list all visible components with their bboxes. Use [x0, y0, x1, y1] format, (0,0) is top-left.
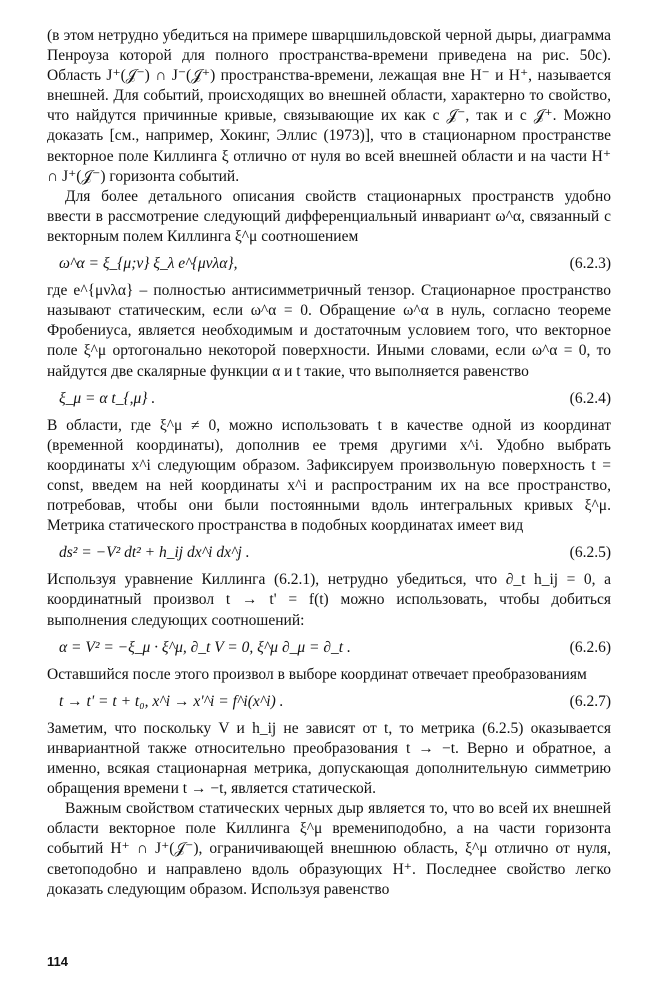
- paragraph-2: Для более детального описания свойств стационарных пространств удобно ввести в рассмотрение следующий дифференциальный инвариант ω^α, связанный с векторным полем Киллинга ξ^μ соотношением: [47, 187, 611, 245]
- paragraph-6: Оставшийся после этого произвол в выборе координат отвечает преобразованиям: [47, 665, 587, 683]
- equation-number: (6.2.5): [569, 544, 611, 562]
- equation-expression: ω^α = ξ_{μ;ν} ξ_λ e^{μνλα},: [59, 255, 238, 273]
- equation-expression: ds² = −V² dt² + h_ij dx^i dx^j .: [59, 544, 250, 562]
- paragraph-5: Используя уравнение Киллинга (6.2.1), нетрудно убедиться, что ∂_t h_ij = 0, а координатный произвол t → t' = f(t) можно использовать, чтобы добиться выполнения следующих соотношений:: [47, 571, 611, 629]
- equation-expression: ξ_μ = α t_{,μ} .: [59, 389, 156, 407]
- page-number: 114: [47, 954, 68, 969]
- paragraph-3: где e^{μνλα} – полностью антисимметричный тензор. Стационарное пространство называют статическим, если ω^α = 0. Обращение ω^α в нуль, согласно теореме Фробениуса, является необходимым и достаточным условием того, что векторное поле ξ^μ ортогонально некоторой поверхности. Иными словами, если ω^α = 0, то найдутся две скалярные функции α и t такие, что выполняется равенство: [47, 282, 611, 380]
- paragraph-8: Важным свойством статических черных дыр является то, что во всей их внешней области векторное поле Киллинга ξ^μ времениподобно, а на части горизонта событий H⁺ ∩ J⁺(𝒥⁻), ограничивающей внешнюю область, ξ^μ отлично от нуля, светоподобно и направлено вдоль образующих H⁺. Последнее свойство легко доказать следующим образом. Используя равенство: [47, 800, 611, 898]
- equation-expression: t → t' = t + t₀, x^i → x'^i = f^i(x^i) .: [59, 692, 284, 710]
- equation-number: (6.2.7): [569, 692, 611, 710]
- equation-number: (6.2.4): [569, 389, 611, 407]
- equation-6-2-5: [47, 543, 611, 563]
- page-body: [47, 26, 611, 900]
- equation-6-2-4: [47, 389, 611, 409]
- equation-6-2-3: [47, 254, 611, 274]
- equation-number: (6.2.6): [569, 638, 611, 656]
- paragraph-7: Заметим, что поскольку V и h_ij не зависят от t, то метрика (6.2.5) оказывается инвариантной также относительно преобразования t → −t. Верно и обратное, а именно, всякая стационарная метрика, допускающая дополнительную симметрию обращения времени t → −t, является статической.: [47, 719, 611, 798]
- equation-expression: α = V² = −ξ_μ · ξ^μ, ∂_t V = 0, ξ^μ ∂_μ = ∂_t .: [59, 638, 351, 656]
- paragraph-4: В области, где ξ^μ ≠ 0, можно использовать t в качестве одной из координат (временной координаты), дополнив ее тремя другими x^i. Удобно выбрать координаты x^i следующим образом. Зафиксируем произвольную поверхность t = const, введем на ней координаты x^i и распространим их на все пространство, потребовав, чтобы они были постоянными вдоль интегральных кривых ξ^μ. Метрика статического пространства в подобных координатах имеет вид: [47, 416, 611, 535]
- paragraph-1: (в этом нетрудно убедиться на примере шварцшильдовской черной дыры, диаграмма Пенроуза которой для полного пространства-времени приведена на рис. 50с). Область J⁺(𝒥⁻) ∩ J⁻(𝒥⁺) пространства-времени, лежащая вне H⁻ и H⁺, называется внешней. Для событий, происходящих во внешней области, характерно то свойство, что найдутся причинные кривые, связывающие их как с 𝒥⁻, так и с 𝒥⁺. Можно доказать [см., например, Хокинг, Эллис (1973)], что в стационарном пространстве векторное поле Киллинга ξ отлично от нуля во всей внешней области и на части H⁺ ∩ J⁺(𝒥⁻) горизонта событий.: [47, 27, 611, 185]
- equation-6-2-7: [47, 692, 611, 712]
- equation-6-2-6: [47, 638, 611, 658]
- equation-number: (6.2.3): [569, 255, 611, 273]
